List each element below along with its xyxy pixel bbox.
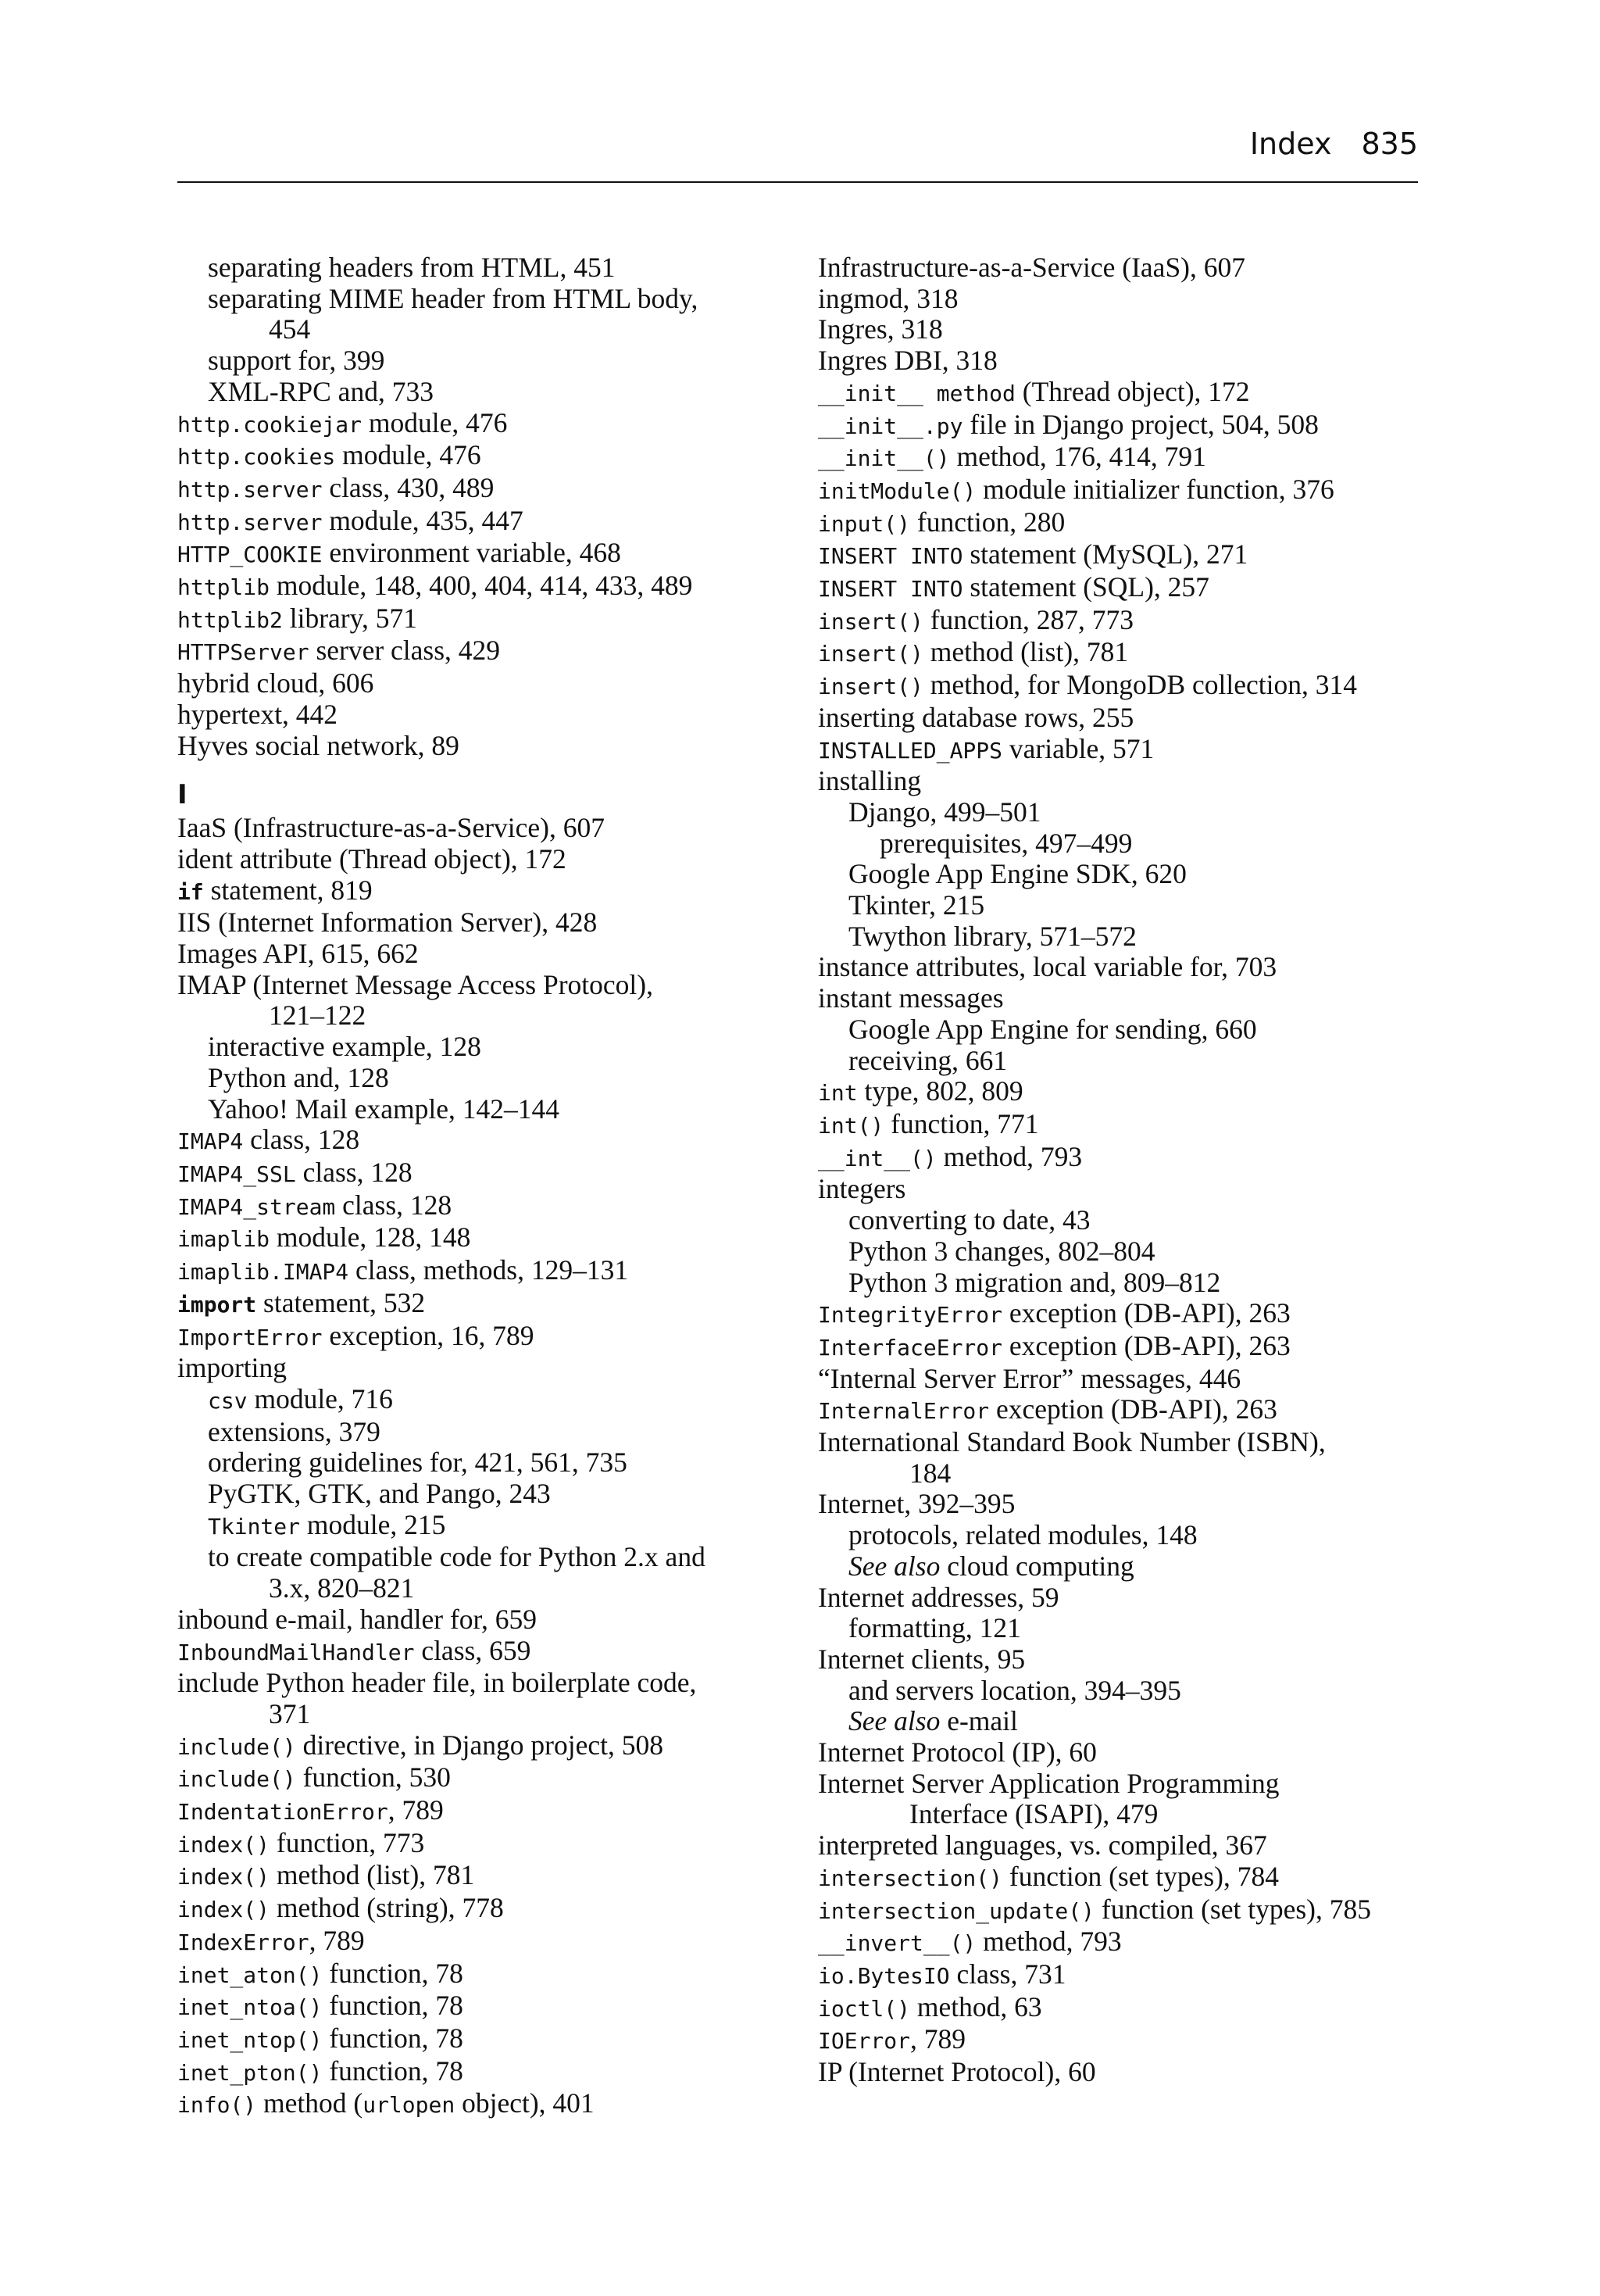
index-entry: [818, 1583, 1443, 1614]
entry-text: , 789: [388, 1794, 444, 1826]
code-term: index(): [177, 1897, 270, 1923]
entry-text: module, 476: [362, 406, 508, 438]
index-entry-continuation: [818, 1799, 1443, 1830]
index-subentry: [177, 1479, 802, 1510]
code-term: ImportError: [177, 1324, 323, 1350]
index-entry: [818, 734, 1443, 767]
index-entry: [818, 952, 1443, 983]
index-entry: [818, 703, 1443, 734]
entry-text: include Python header file, in boilerplate code,: [177, 1667, 697, 1699]
entry-text: module, 128, 148: [270, 1221, 471, 1254]
index-entry: [177, 939, 802, 970]
italic-text: See also: [848, 1705, 941, 1737]
entry-text: statement (SQL), 257: [962, 571, 1209, 603]
code-term: IndexError: [177, 1929, 309, 1955]
index-entry: [177, 603, 802, 636]
index-subentry: [818, 797, 1443, 828]
index-entry: [177, 2088, 802, 2121]
index-entry-continuation: [177, 314, 802, 345]
index-entry: [818, 766, 1443, 797]
code-term: IMAP4_stream: [177, 1193, 336, 1220]
entry-text: PyGTK, GTK, and Pango, 243: [208, 1478, 551, 1510]
entry-text: Yahoo! Mail example, 142–144: [208, 1093, 559, 1125]
entry-text: Internet Protocol (IP), 60: [818, 1736, 1097, 1768]
entry-text: object), 401: [455, 2087, 595, 2119]
index-entry: [177, 1255, 802, 1288]
entry-text: exception (DB-API), 263: [989, 1393, 1277, 1425]
index-entry-continuation: [818, 1458, 1443, 1490]
index-entry: [177, 2056, 802, 2089]
entry-text: receiving, 661: [848, 1044, 1008, 1076]
index-entry: [818, 1768, 1443, 1800]
entry-text: , 789: [309, 1924, 365, 1956]
index-entry: [177, 1636, 802, 1668]
entry-text: installing: [818, 765, 922, 797]
index-entry: [818, 252, 1443, 284]
index-entry: [818, 1959, 1443, 1992]
index-entry: [177, 1893, 802, 1926]
entry-text: Google App Engine for sending, 660: [848, 1013, 1257, 1045]
section-letter-heading: [177, 777, 802, 813]
code-term: int: [818, 1080, 858, 1107]
entry-text: exception (DB-API), 263: [1002, 1297, 1291, 1329]
entry-text: Ingres DBI, 318: [818, 345, 998, 377]
index-entry: [177, 1926, 802, 1958]
index-entry: [818, 1109, 1443, 1142]
code-term: int(): [818, 1112, 884, 1139]
index-entry: [818, 1076, 1443, 1109]
index-subentry: [818, 859, 1443, 890]
entry-text: function, 78: [322, 2022, 463, 2054]
index-entry: [818, 377, 1443, 409]
entry-text: class, 128: [295, 1156, 412, 1188]
code-term: INSERT INTO: [818, 543, 963, 570]
index-entry: [177, 2023, 802, 2056]
entry-text: , 789: [910, 2023, 966, 2055]
index-entry: [818, 409, 1443, 442]
entry-text: library, 571: [282, 602, 418, 634]
code-term: httplib2: [177, 606, 283, 633]
entry-text: ordering guidelines for, 421, 561, 735: [208, 1447, 627, 1479]
index-column-left: [177, 252, 802, 2121]
entry-text: hybrid cloud, 606: [177, 667, 374, 699]
entry-text: function, 78: [322, 1990, 463, 2022]
index-entry: [818, 2024, 1443, 2057]
index-entry: [177, 1990, 802, 2023]
index-entry: [818, 314, 1443, 345]
index-subentry: [177, 1447, 802, 1479]
entry-text: hypertext, 442: [177, 698, 338, 730]
code-term: io.BytesIO: [818, 1962, 950, 1989]
index-subentry: [177, 345, 802, 377]
index-entry: [818, 345, 1443, 377]
index-entry: [818, 1174, 1443, 1205]
entry-text: method, 793: [976, 1926, 1122, 1958]
entry-text: “Internal Server Error” messages, 446: [818, 1362, 1241, 1394]
entry-text: exception (DB-API), 263: [1002, 1329, 1291, 1361]
entry-text: cloud computing: [940, 1550, 1134, 1582]
entry-text: formatting, 121: [848, 1612, 1021, 1644]
entry-text: Python and, 128: [208, 1061, 389, 1093]
entry-text: function, 773: [270, 1826, 425, 1858]
entry-text: 3.x, 820–821: [269, 1572, 415, 1604]
entry-text: Ingres, 318: [818, 313, 943, 345]
index-entry: [177, 1125, 802, 1157]
entry-text: module initializer function, 376: [976, 473, 1334, 505]
entry-text: function, 280: [910, 506, 1066, 538]
code-term: __invert__(): [818, 1930, 977, 1957]
index-entry: [818, 1894, 1443, 1927]
entry-text: Twython library, 571–572: [848, 920, 1137, 952]
entry-text: method (: [256, 2087, 363, 2119]
header-text: [1250, 127, 1418, 161]
entry-text: Interface (ISAPI), 479: [909, 1798, 1159, 1830]
index-subentry: [177, 252, 802, 284]
code-term: InboundMailHandler: [177, 1639, 415, 1665]
entry-text: IIS (Internet Information Server), 428: [177, 907, 598, 939]
index-entry: [818, 442, 1443, 474]
entry-text: class, 659: [414, 1634, 531, 1666]
entry-text: e-mail: [940, 1705, 1018, 1737]
code-term: IMAP4: [177, 1128, 244, 1155]
entry-text: method, 63: [910, 1990, 1042, 2022]
index-entry: [818, 605, 1443, 638]
code-term: insert(): [818, 608, 923, 635]
entry-text: statement, 532: [256, 1286, 426, 1318]
index-subentry: [818, 1205, 1443, 1236]
entry-text: instance attributes, local variable for, 703: [818, 951, 1277, 983]
index-entry: [818, 1298, 1443, 1331]
entry-text: method, for MongoDB collection, 314: [923, 669, 1357, 701]
entry-text: interactive example, 128: [208, 1031, 481, 1063]
entry-text: Python 3 migration and, 809–812: [848, 1266, 1221, 1298]
code-term: include(): [177, 1733, 296, 1760]
entry-text: inserting database rows, 255: [818, 701, 1134, 733]
index-entry: [177, 1958, 802, 1991]
entry-text: class, 731: [949, 1958, 1066, 1990]
index-entry: [818, 1861, 1443, 1894]
index-subentry: [177, 284, 802, 315]
entry-text: IMAP (Internet Message Access Protocol),: [177, 968, 653, 1000]
index-entry: [177, 1762, 802, 1795]
code-term: urlopen: [362, 2092, 455, 2119]
index-entry: [818, 1394, 1443, 1427]
index-entry: [177, 699, 802, 731]
entry-text: Infrastructure-as-a-Service (IaaS), 607: [818, 252, 1246, 283]
code-term: imaplib: [177, 1226, 270, 1253]
entry-text: Internet Server Application Programming: [818, 1767, 1280, 1799]
entry-text: server class, 429: [309, 635, 501, 667]
code-term: include(): [177, 1766, 296, 1793]
code-term: http.server: [177, 509, 323, 535]
entry-text: XML-RPC and, 733: [208, 375, 434, 407]
index-entry: [177, 668, 802, 699]
code-term: INSTALLED_APPS: [818, 737, 1003, 764]
entry-text: IP (Internet Protocol), 60: [818, 2056, 1096, 2088]
index-entry: [818, 670, 1443, 703]
index-subentry: [818, 1014, 1443, 1046]
index-entry: [177, 1353, 802, 1384]
entry-text: Google App Engine SDK, 620: [848, 858, 1187, 890]
index-subentry: [177, 1094, 802, 1125]
entry-text: function, 78: [322, 2055, 463, 2087]
code-term: IMAP4_SSL: [177, 1161, 296, 1187]
entry-text: method (list), 781: [270, 1859, 475, 1891]
entry-text: (Thread object), 172: [1015, 375, 1250, 407]
code-term: http.cookiejar: [177, 411, 362, 438]
index-subentry: [177, 1510, 802, 1543]
code-term: IntegrityError: [818, 1302, 1003, 1329]
code-term: index(): [177, 1831, 270, 1858]
index-subentry: [818, 1046, 1443, 1077]
index-entry: [177, 731, 802, 762]
entry-text: 184: [909, 1457, 952, 1489]
index-entry: [177, 1321, 802, 1354]
entry-text: Tkinter, 215: [848, 889, 985, 921]
code-term: import: [177, 1291, 257, 1318]
entry-text: module, 476: [335, 439, 481, 471]
index-entry: [177, 907, 802, 939]
index-entry: [177, 506, 802, 538]
code-term: imaplib.IMAP4: [177, 1259, 349, 1286]
entry-text: exception, 16, 789: [322, 1319, 534, 1351]
entry-text: I: [177, 779, 188, 811]
index-subentry: [818, 1520, 1443, 1551]
index-entry: [177, 875, 802, 908]
index-subentry: [818, 1613, 1443, 1644]
entry-text: Internet, 392–395: [818, 1488, 1016, 1520]
index-entry: [177, 1795, 802, 1828]
entry-text: file in Django project, 504, 508: [962, 408, 1319, 440]
code-term: insert(): [818, 674, 923, 700]
index-entry: [818, 1644, 1443, 1676]
index-entry: [818, 572, 1443, 605]
code-term: inet_ntop(): [177, 2026, 323, 2053]
entry-text: 454: [269, 313, 311, 345]
code-term: intersection_update(): [818, 1897, 1095, 1924]
entry-text: module, 215: [300, 1508, 446, 1540]
entry-text: importing: [177, 1352, 288, 1384]
index-entry: [818, 1737, 1443, 1768]
code-term: inet_pton(): [177, 2059, 323, 2086]
index-subentry: [177, 1063, 802, 1094]
entry-text: function, 78: [322, 1957, 463, 1989]
code-term: HTTPServer: [177, 639, 309, 666]
code-term: InterfaceError: [818, 1334, 1003, 1361]
index-entry: [177, 1288, 802, 1321]
index-subentry: [818, 828, 1443, 860]
code-term: IndentationError: [177, 1799, 388, 1826]
index-subentry: [177, 1417, 802, 1448]
entry-text: method, 793: [936, 1140, 1083, 1172]
index-entry: [177, 635, 802, 668]
index-entry: [177, 1604, 802, 1636]
index-entry: [177, 473, 802, 506]
entry-text: method, 176, 414, 791: [949, 441, 1206, 473]
entry-text: function, 287, 773: [923, 603, 1134, 635]
entry-text: method (list), 781: [923, 636, 1129, 668]
entry-text: Internet addresses, 59: [818, 1581, 1059, 1613]
entry-text: International Standard Book Number (ISBN),: [818, 1426, 1326, 1458]
code-term: __int__(): [818, 1145, 937, 1171]
entry-text: ident attribute (Thread object), 172: [177, 842, 566, 874]
code-term: http.server: [177, 476, 323, 502]
entry-text: 121–122: [269, 1000, 366, 1032]
index-entry: [818, 1926, 1443, 1959]
code-term: intersection(): [818, 1865, 1003, 1891]
index-entry: [818, 1427, 1443, 1458]
entry-text: extensions, 379: [208, 1415, 380, 1447]
code-term: INSERT INTO: [818, 576, 963, 603]
index-entry: [177, 813, 802, 844]
index-entry: [177, 1828, 802, 1861]
code-term: csv: [208, 1387, 248, 1414]
code-term: insert(): [818, 641, 923, 667]
index-entry: [177, 1190, 802, 1223]
entry-text: Django, 499–501: [848, 796, 1041, 828]
entry-text: instant messages: [818, 982, 1004, 1014]
index-entry: [818, 2057, 1443, 2088]
index-entry: [818, 1331, 1443, 1364]
code-term: info(): [177, 2092, 257, 2119]
entry-text: integers: [818, 1173, 906, 1205]
header-title: Index: [1249, 127, 1332, 161]
entry-text: protocols, related modules, 148: [848, 1519, 1198, 1551]
code-term: __init__.py: [818, 413, 963, 439]
entry-text: class, 128: [335, 1189, 452, 1221]
code-term: Tkinter: [208, 1513, 301, 1540]
entry-text: directive, in Django project, 508: [295, 1729, 663, 1761]
entry-text: class, 430, 489: [322, 471, 495, 503]
code-term: IOError: [818, 2028, 911, 2055]
entry-text: ingmod, 318: [818, 282, 959, 314]
code-term: ioctl(): [818, 1995, 911, 2022]
index-entry: [177, 844, 802, 875]
index-entry: [818, 1830, 1443, 1861]
index-subentry: [818, 1676, 1443, 1707]
code-term: InternalError: [818, 1398, 990, 1425]
index-entry: [818, 474, 1443, 507]
index-entry: [177, 970, 802, 1001]
code-term: inet_aton(): [177, 1962, 323, 1988]
entry-text: function, 771: [884, 1107, 1039, 1139]
entry-text: module, 148, 400, 404, 414, 433, 489: [270, 570, 693, 602]
index-entry: [177, 538, 802, 570]
index-subentry: [818, 1551, 1443, 1583]
index-entry-continuation: [177, 1573, 802, 1604]
entry-text: and servers location, 394–395: [848, 1674, 1181, 1706]
entry-text: module, 435, 447: [322, 504, 523, 536]
index-subentry: [818, 1236, 1443, 1268]
code-term: inet_ntoa(): [177, 1994, 323, 2021]
code-term: __init__ method: [818, 380, 1016, 406]
index-column-right: [818, 252, 1443, 2088]
entry-text: type, 802, 809: [857, 1075, 1023, 1107]
index-subentry: [818, 921, 1443, 953]
index-entry: [818, 1489, 1443, 1520]
entry-text: 371: [269, 1697, 311, 1729]
index-entry: [177, 1730, 802, 1763]
page-number: 835: [1361, 127, 1418, 161]
entry-text: IaaS (Infrastructure-as-a-Service), 607: [177, 812, 605, 844]
index-entry: [177, 440, 802, 473]
italic-text: See also: [848, 1550, 941, 1582]
entry-text: support for, 399: [208, 345, 385, 377]
index-subentry: [177, 1032, 802, 1063]
entry-text: separating MIME header from HTML body,: [208, 282, 698, 314]
code-term: httplib: [177, 574, 270, 601]
index-entry: [818, 1142, 1443, 1175]
entry-text: function (set types), 784: [1002, 1860, 1279, 1892]
code-term: input(): [818, 510, 911, 537]
code-term: initModule(): [818, 477, 977, 504]
index-entry: [177, 1222, 802, 1255]
running-header: [177, 119, 1418, 183]
entry-text: interpreted languages, vs. compiled, 367: [818, 1829, 1267, 1861]
index-entry: [818, 284, 1443, 315]
entry-text: inbound e-mail, handler for, 659: [177, 1603, 537, 1635]
entry-text: Python 3 changes, 802–804: [848, 1235, 1155, 1267]
entry-text: class, 128: [243, 1124, 360, 1156]
index-subentry: [177, 377, 802, 408]
index-subentry: [818, 890, 1443, 921]
index-entry: [818, 1364, 1443, 1395]
index-subentry: [177, 1542, 802, 1573]
entry-text: Hyves social network, 89: [177, 729, 459, 761]
entry-text: variable, 571: [1002, 732, 1155, 764]
index-entry: [818, 1992, 1443, 2025]
entry-text: Images API, 615, 662: [177, 938, 419, 970]
entry-text: statement, 819: [203, 874, 373, 906]
entry-text: function, 530: [295, 1761, 451, 1794]
index-entry: [818, 507, 1443, 540]
code-term: HTTP_COOKIE: [177, 542, 323, 568]
index-entry: [177, 570, 802, 603]
index-entry: [177, 1668, 802, 1699]
index-entry: [177, 408, 802, 441]
entry-text: function (set types), 785: [1095, 1893, 1371, 1925]
entry-text: class, methods, 129–131: [348, 1254, 629, 1286]
index-entry: [818, 637, 1443, 670]
entry-text: environment variable, 468: [322, 537, 621, 569]
entry-text: module, 716: [247, 1382, 393, 1414]
code-term: http.cookies: [177, 444, 336, 470]
entry-text: to create compatible code for Python 2.x and: [208, 1541, 705, 1573]
index-subentry: [818, 1706, 1443, 1737]
entry-text: statement (MySQL), 271: [962, 538, 1248, 570]
code-term: __init__(): [818, 445, 950, 472]
entry-text: Internet clients, 95: [818, 1643, 1026, 1675]
index-subentry: [818, 1268, 1443, 1299]
entry-text: separating headers from HTML, 451: [208, 252, 616, 283]
index-entry-continuation: [177, 1699, 802, 1730]
entry-text: prerequisites, 497–499: [880, 827, 1133, 859]
code-term: index(): [177, 1864, 270, 1890]
index-entry: [177, 1157, 802, 1190]
code-term: if: [177, 878, 204, 905]
index-subentry: [177, 1384, 802, 1417]
entry-text: converting to date, 43: [848, 1204, 1091, 1236]
index-entry-continuation: [177, 1000, 802, 1032]
index-entry: [177, 1860, 802, 1893]
index-entry: [818, 539, 1443, 572]
index-entry: [818, 983, 1443, 1014]
entry-text: method (string), 778: [270, 1892, 504, 1924]
